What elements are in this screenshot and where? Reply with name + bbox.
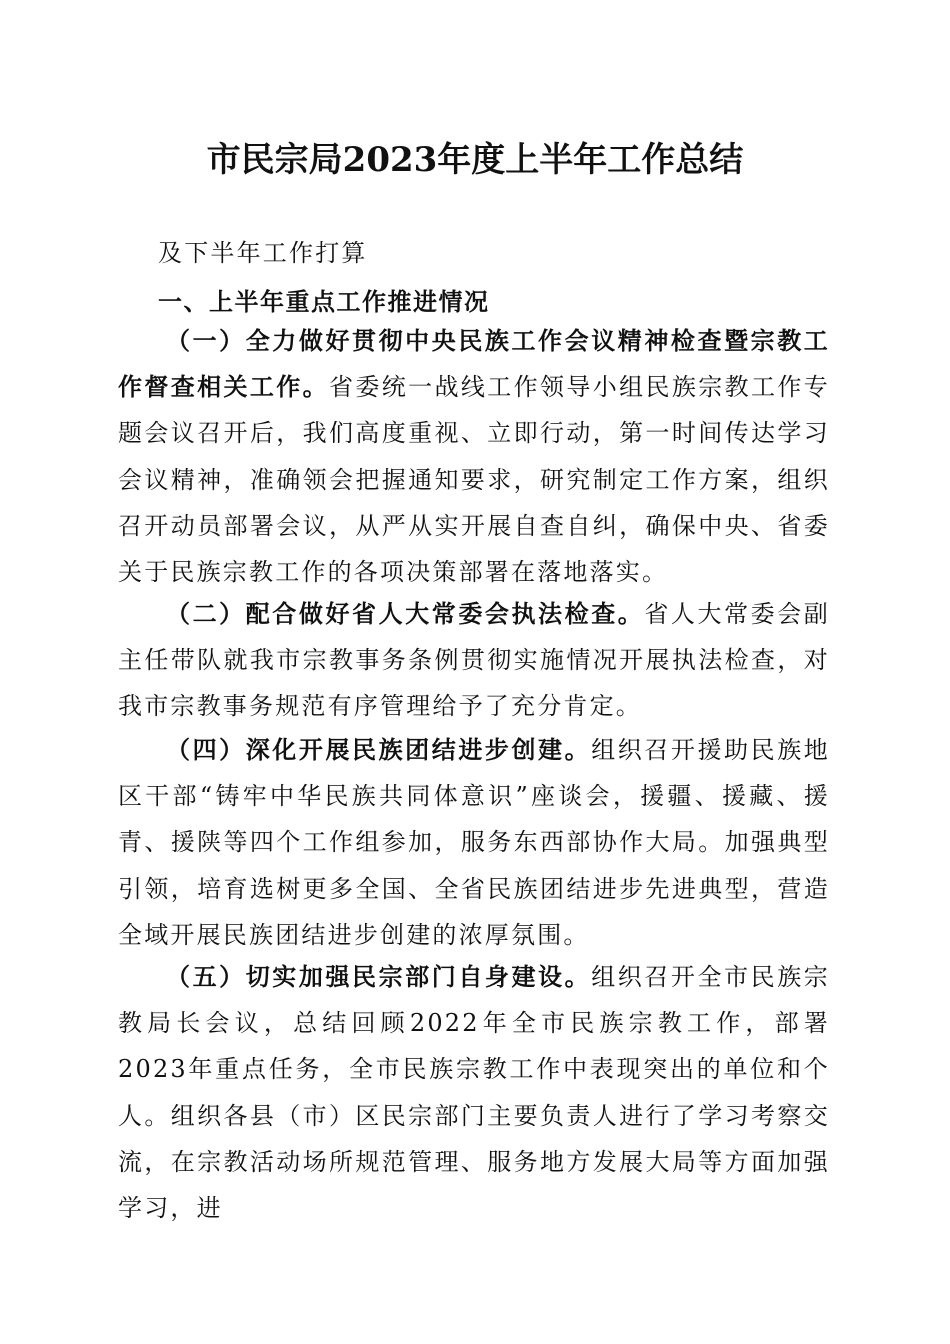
paragraph-1-lead: （一）全力做好贯彻中央民族工作会议精神检查暨宗教工作督查相关工作。 (118, 326, 830, 402)
paragraph-4-text: 组织召开全市民族宗教局长会议，总结回顾2022年全市民族宗教工作，部署2023年重点任务，全市民族宗教工作中表现突出的单位和个人。组织各县（市）区民宗部门主要负责人进行了学习考察交流，在宗教活动场所规范管理、服务地方发展大局等方面加强学习，进 (118, 963, 830, 1223)
paragraph-1-text: 省委统一战线工作领导小组民族宗教工作专题会议召开后，我们高度重视、立即行动，第一时间传达学习会议精神，准确领会把握通知要求，研究制定工作方案，组织召开动员部署会议，从严从实开展自查自纠，确保中央、省委关于民族宗教工作的各项决策部署在落地落实。 (118, 373, 830, 587)
paragraph-2-lead: （二）配合做好省人大常委会执法检查。 (166, 599, 645, 628)
paragraph-4-lead: （五）切实加强民宗部门自身建设。 (166, 962, 592, 991)
paragraph-3-lead: （四）深化开展民族团结进步创建。 (166, 735, 592, 764)
paragraph-4 (118, 954, 830, 1231)
paragraph-3 (118, 727, 830, 958)
paragraph-2-text: 省人大常委会副主任带队就我市宗教事务条例贯彻实施情况开展执法检查，对我市宗教事务规范有序管理给予了充分肯定。 (118, 600, 830, 721)
paragraph-3-text: 组织召开援助民族地区干部“铸牢中华民族共同体意识”座谈会，援疆、援藏、援青、援陕等四个工作组参加，服务东西部协作大局。加强典型引领，培育选树更多全国、全省民族团结进步先进典型，营造全域开展民族团结进步创建的浓厚氛围。 (118, 736, 830, 949)
paragraph-2 (118, 591, 830, 730)
paragraph-1 (118, 318, 830, 595)
document-title: 市民宗局2023年度上半年工作总结 (206, 140, 744, 180)
section-heading: 一、上半年重点工作推进情况 (158, 288, 490, 316)
document-subtitle: 及下半年工作打算 (158, 239, 368, 267)
